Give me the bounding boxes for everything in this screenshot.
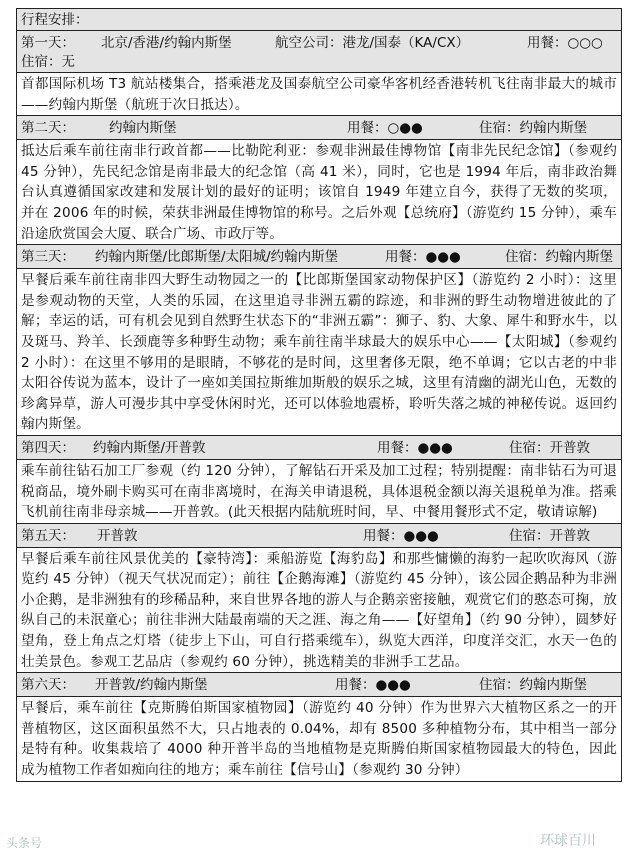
day1-description: 首都国际机场 T3 航站楼集合，搭乘港龙及国泰航空公司豪华客机经香港转机飞往南非最大的城市——约翰内斯堡（航班于次日抵达）。 — [17, 73, 621, 116]
day6-description: 早餐后，乘车前往【克斯腾伯斯国家植物园】（游览约 40 分钟）作为世界六大植物区系之一的开普植物区，这区面积虽然不大，只占地表的 0.04%，却有 8500 多种植物分布，其中相当一部分是特有种。收集栽培了 4000 种开普半岛的当地植物是克斯腾伯斯国家植物园最大的特色，因此成为植物工作者如痴向往的地方；乘车前往【信号山】（参观约 30 分钟） — [17, 697, 621, 780]
day3-label: 第三天： — [21, 249, 75, 266]
watermark-left: 头条号 — [6, 836, 43, 850]
day4-lodging: 住宿：开普敦 — [509, 439, 590, 456]
day2-meals: 用餐：○●● — [347, 120, 423, 137]
day5-description: 早餐后乘车前往风景优美的【豪特湾】：乘船游览【海豹岛】和那些慵懒的海豹一起吹吹海风（游览约 45 分钟）（视天气状况而定）；前往【企鹅海滩】（游览约 45 分钟），该公园企鹅品种为非洲小企鹅，是非洲独有的珍稀品种，来自世界各地的游人与企鹅亲密接触，观赏它们的憨态可掬，放纵自己的未泯童心；前往非洲大陆最南端的天之涯、海之角——【好望角】（约 90 分钟），圆梦好望角，登上角点之灯塔（徒步上下山，可自行搭乘缆车），纵览大西洋，印度洋交汇，水天一色的壮美景色。参观工艺品店（参观约 60 分钟），挑选精美的非洲手工艺品。 — [17, 548, 621, 674]
day3-description: 早餐后乘车前往南非四大野生动物园之一的【比郎斯堡国家动物保护区】（游览约 2 小时）：这里是参观动物的天堂，人类的乐园，在这里追寻非洲五霸的踪迹，和非洲的野生动物增进彼此的了解；幸运的话，可有机会见到自然野生状态下的“非洲五霸”：狮子、豹、大象、犀牛和野水牛，以及斑马、羚羊、长颈鹿等多种野生动物；乘车前往南半球最大的娱乐中心——【太阳城】（参观约 2 小时）：在这里不够用的是眼睛，不够花的是时间，这里奢侈无限，绝不单调；它以古老的中非太阳谷传说为蓝本，设计了一座如美国拉斯维加斯般的娱乐之城，这里有清幽的湖光山色，无数的珍禽异草，游人可漫步其中享受休闲时光，还可以体验地震桥，聆听失落之城的神秘传说。返回约翰内斯堡。 — [17, 269, 621, 436]
day5-lodging: 住宿：开普敦 — [509, 527, 590, 544]
watermark-right: 环球百川 — [540, 833, 596, 849]
day6-lodging: 住宿：约翰内斯堡 — [479, 677, 587, 694]
day5-meals: 用餐：●●● — [363, 527, 439, 544]
day1-label: 第一天： — [21, 35, 75, 51]
day1-lodging: 住宿：无 — [21, 54, 75, 70]
day6-route: 开普敦/约翰内斯堡 — [95, 677, 208, 694]
day3-meals: 用餐：●●● — [385, 249, 461, 266]
day4-description: 乘车前往钻石加工厂参观（约 120 分钟），了解钻石开采及加工过程；特别提醒：南非钻石为可退税商品，境外刷卡购买可在南非离境时，在海关申请退税，具体退税金额以海关退税单为准。搭乘飞机前往南非母亲城——开普敦。(此天根据内陆航班时间，早、中餐用餐形式不定，敬请谅解) — [17, 460, 621, 524]
day2-route: 约翰内斯堡 — [109, 120, 177, 137]
day2-header — [17, 116, 621, 140]
itinerary-title: 行程安排： — [17, 9, 621, 31]
day4-header — [17, 436, 621, 460]
day4-label: 第四天： — [21, 439, 75, 456]
day3-route: 约翰内斯堡/比郎斯堡/太阳城/约翰内斯堡 — [95, 249, 339, 266]
itinerary-table — [16, 8, 622, 782]
day1-header — [17, 31, 621, 73]
day6-header — [17, 673, 621, 697]
day1-airline: 航空公司：港龙/国泰（KA/CX） — [275, 35, 470, 51]
day3-header — [17, 245, 621, 269]
day4-route: 约翰内斯堡/开普敦 — [93, 439, 206, 456]
day2-description: 抵达后乘车前往南非行政首都——比勒陀利亚：参观非洲最佳博物馆【南非先民纪念馆】（参观约 45 分钟），先民纪念馆是南非最大的纪念馆（高 41 米），同时，它也是 1994 年后，南非政治舞台认真遵循国家改建和发展计划的最好的证明；该馆自 1949 年建立自今，获得了无数的奖项，并在 2006 年的时候，荣获非洲最佳博物馆的称号。之后外观【总统府】（游览约 15 分钟），乘车沿途欣赏国会大厦、联合广场、市政厅等。 — [17, 140, 621, 245]
day6-meals: 用餐：●●● — [335, 677, 411, 694]
day1-meals: 用餐：○○○ — [527, 35, 603, 51]
day3-lodging: 住宿：约翰内斯堡 — [505, 249, 613, 266]
day5-header — [17, 524, 621, 548]
day1-route: 北京/香港/约翰内斯堡 — [101, 35, 232, 51]
day5-route: 开普敦 — [97, 527, 138, 544]
day2-lodging: 住宿：约翰内斯堡 — [479, 120, 587, 137]
day4-meals: 用餐：●●● — [377, 439, 453, 456]
day2-label: 第二天： — [21, 120, 75, 137]
day6-label: 第六天： — [21, 677, 75, 694]
day5-label: 第五天： — [21, 527, 75, 544]
